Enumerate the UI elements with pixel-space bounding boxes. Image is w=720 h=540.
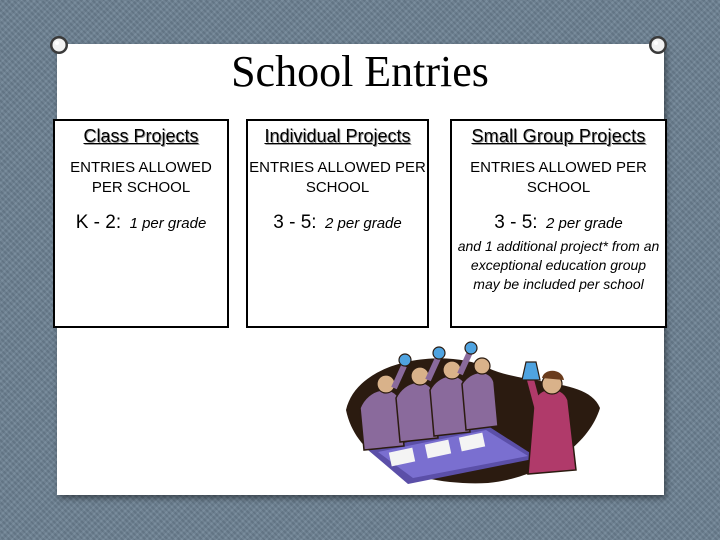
small-group-projects-card [450, 119, 667, 328]
card-heading: Individual Projects [264, 126, 411, 146]
slide-title: School Entries [231, 47, 489, 96]
grade-entry [248, 212, 427, 234]
grade-range: 3 - 5: [273, 212, 317, 233]
entries-allowed-label: ENTRIES ALLOWED PER SCHOOL [470, 159, 647, 196]
class-projects-card [53, 119, 229, 328]
students-science-clipart-icon [338, 338, 608, 486]
grade-count: 2 per grade [325, 215, 402, 232]
grade-range: K - 2: [75, 212, 122, 233]
card-heading: Class Projects [83, 126, 199, 146]
grade-entry [452, 212, 665, 234]
grade-count: 1 per grade [129, 215, 207, 232]
grade-entry [55, 212, 227, 234]
additional-project-note: and 1 additional project* from an exceptional education group may be included per school [457, 238, 660, 292]
individual-projects-card [246, 119, 429, 328]
grade-count: 2 per grade [546, 215, 623, 232]
entries-allowed-label: ENTRIES ALLOWED PER SCHOOL [249, 159, 426, 196]
card-heading: Small Group Projects [471, 126, 646, 146]
entries-allowed-label: ENTRIES ALLOWED PER SCHOOL [70, 159, 212, 196]
grade-range: 3 - 5: [494, 212, 538, 233]
